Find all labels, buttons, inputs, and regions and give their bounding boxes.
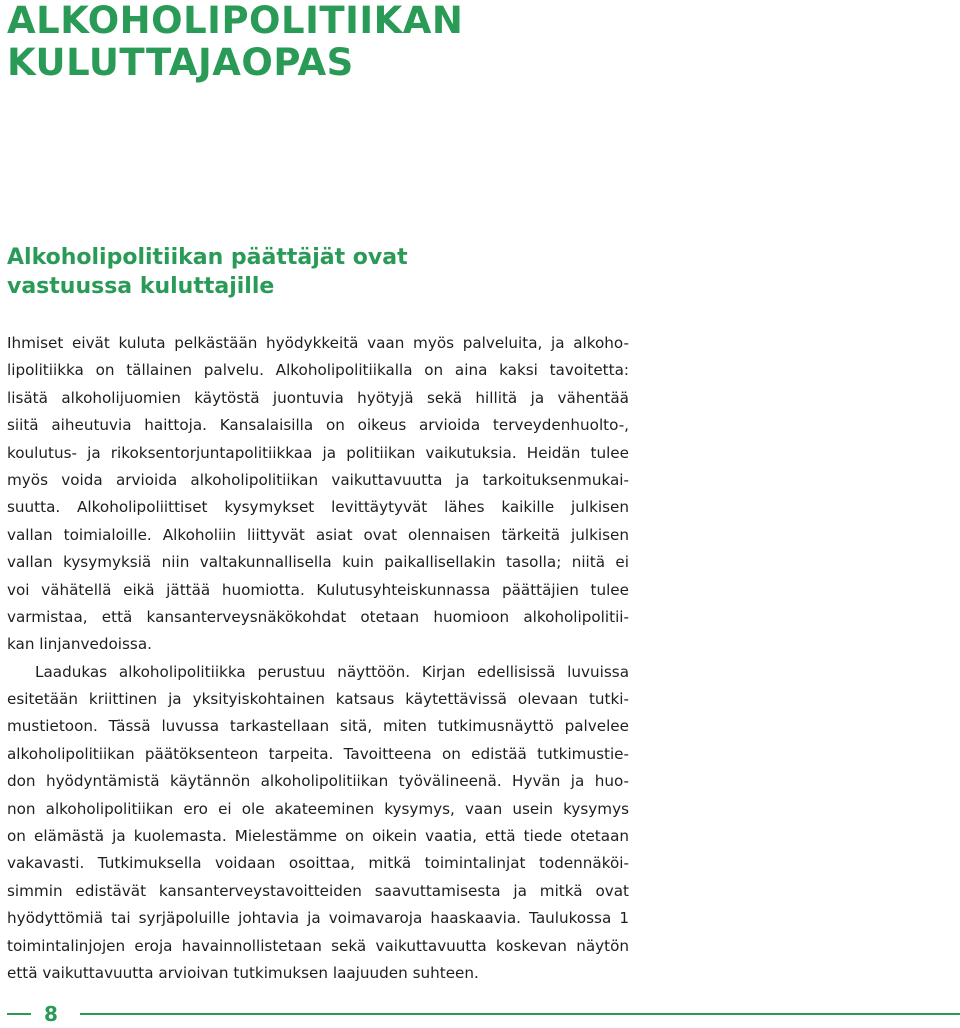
body-line: mustietoon. Tässä luvussa tarkastellaan sitä, miten tutkimusnäyttö palvelee	[7, 717, 629, 736]
page-footer	[0, 1000, 960, 1028]
footer-rule-right	[80, 1013, 960, 1015]
body-line: varmistaa, että kansanterveysnäkökohdat otetaan huomioon alkoholipolitii-	[7, 607, 629, 626]
body-line: lipolitiikka on tällainen palvelu. Alkoholipolitiikalla on aina kaksi tavoitetta:	[7, 361, 629, 380]
body-line: toimintalinjojen eroja havainnollistetaan sekä vaikuttavuutta koskevan näytön	[7, 936, 629, 955]
body-line: don hyödyntämistä käytännön alkoholipolitiikan työvälineenä. Hyvän ja huo-	[7, 772, 629, 791]
section-heading-line-1: Alkoholipolitiikan päättäjät ovat	[7, 245, 408, 270]
body-line: Ihmiset eivät kuluta pelkästään hyödykkeitä vaan myös palveluita, ja alkoho-	[7, 334, 629, 352]
body-line: alkoholipolitiikan päätöksenteon tarpeita. Tavoitteena on edistää tutkimustie-	[7, 744, 629, 763]
body-line: kan linjanvedoissa.	[7, 635, 152, 654]
body-line: suutta. Alkoholipoliittiset kysymykset levittäytyvät lähes kaikille julkisen	[7, 498, 629, 517]
body-text	[7, 330, 629, 987]
body-line: vakavasti. Tutkimuksella voidaan osoittaa, mitkä toimintalinjat todennäköi-	[7, 854, 629, 873]
footer-rule-left	[7, 1013, 31, 1015]
body-line: simmin edistävät kansanterveystavoitteiden saavuttamisesta ja mitkä ovat	[7, 881, 629, 900]
page-number: 8	[44, 1002, 58, 1026]
body-line: vallan kysymyksiä niin valtakunnallisella kuin paikallisellakin tasolla; niitä ei	[7, 553, 629, 572]
body-line: non alkoholipolitiikan ero ei ole akateeminen kysymys, vaan usein kysymys	[7, 799, 629, 818]
section-heading	[7, 243, 408, 301]
body-line: hyödyttömiä tai syrjäpoluille johtavia ja voimavaroja haaskaavia. Taulukossa 1	[7, 909, 629, 928]
body-line: vallan toimialoille. Alkoholiin liittyvät asiat ovat olennaisen tärkeitä julkisen	[7, 525, 629, 544]
section-heading-line-2: vastuussa kuluttajille	[7, 274, 275, 299]
document-title-line-2: KULUTTAJAOPAS	[7, 41, 354, 84]
body-line: että vaikuttavuutta arvioivan tutkimuksen laajuuden suhteen.	[7, 963, 479, 982]
body-line: esitetään kriittinen ja yksityiskohtainen katsaus käytettävissä olevaan tutki-	[7, 690, 629, 709]
body-line: koulutus- ja rikoksentorjuntapolitiikkaa ja politiikan vaikutuksia. Heidän tulee	[7, 443, 629, 462]
body-line-paragraph-start: Laadukas alkoholipolitiikka perustuu näyttöön. Kirjan edellisissä luvuissa	[35, 662, 629, 681]
body-line: myös voida arvioida alkoholipolitiikan vaikuttavuutta ja tarkoituksenmukai-	[7, 470, 629, 489]
body-line: siitä aiheutuvia haittoja. Kansalaisilla on oikeus arvioida terveydenhuolto-,	[7, 416, 629, 435]
body-line: lisätä alkoholijuomien käytöstä juontuvia hyötyjä sekä hillitä ja vähentää	[7, 388, 629, 407]
body-line: voi vähätellä eikä jättää huomiotta. Kulutusyhteiskunnassa päättäjien tulee	[7, 580, 629, 599]
document-title	[7, 0, 463, 84]
document-title-line-1: ALKOHOLIPOLITIIKAN	[7, 0, 464, 42]
body-line: on elämästä ja kuolemasta. Mielestämme on oikein vaatia, että tiede otetaan	[7, 827, 629, 846]
